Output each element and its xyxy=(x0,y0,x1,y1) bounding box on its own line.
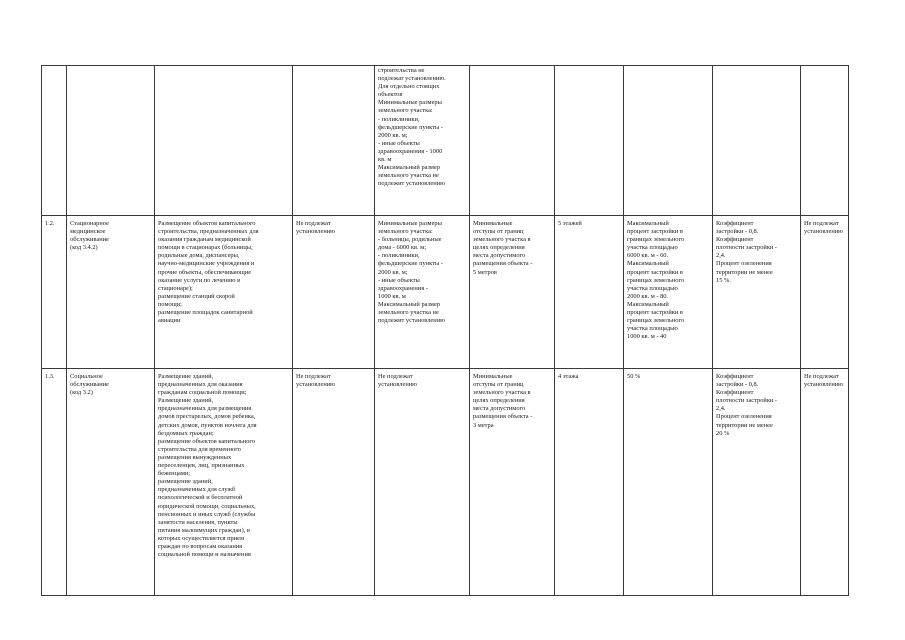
use-type-cell xyxy=(67,66,155,216)
row-number-cell xyxy=(42,66,67,216)
cell-text-line: беженцами; xyxy=(158,470,191,478)
table-row xyxy=(42,216,849,369)
cell-text-line: Максимальный xyxy=(627,300,669,308)
cell-text-line: размещение станций скорой xyxy=(158,292,235,300)
restrictions-cell xyxy=(801,66,849,216)
cell-text-line: психологической и бесплатной xyxy=(158,494,243,502)
density-cell xyxy=(713,216,801,369)
cell-text-line: 1.3. xyxy=(45,373,55,380)
cell-text-line: границах земельного xyxy=(627,276,685,284)
cell-text-line: отступы от границ xyxy=(473,381,524,389)
cell-text-line: здравоохранения - 1000 xyxy=(378,147,443,155)
cell-text-line: 2000 кв. м; xyxy=(378,131,408,139)
use-type-cell xyxy=(67,216,155,369)
cell-text-line: Размещение объектов капитального xyxy=(158,220,256,227)
cell-text-line: родильные дома, диспансеры, xyxy=(158,252,240,260)
cell-text-line: целях определения xyxy=(473,397,525,405)
cell-text-line: обслуживание xyxy=(70,236,109,244)
cell-text-line: 1.2. xyxy=(45,220,55,227)
cell-text-line: участка площадью xyxy=(627,244,678,252)
cell-text-line: Коэффициент xyxy=(716,220,754,227)
cell-text-line: Минимальные xyxy=(473,373,513,380)
cell-text-line: земельного участка в xyxy=(473,389,531,397)
cell-text-line: занятости населения, пункты xyxy=(158,518,238,526)
cell-text-line: кв. м xyxy=(378,156,392,164)
cell-text-line: 15 %. xyxy=(716,276,731,284)
cell-text-line: процент застройки в xyxy=(627,228,683,236)
cell-text-line: земельного участка в xyxy=(473,236,531,244)
cell-text-line: территории не менее xyxy=(716,268,773,276)
cell-text-line: фельдшерские пункты - xyxy=(378,123,443,131)
cell-text-line: процент застройки в xyxy=(627,309,683,317)
cell-text-line: дома - 6000 кв. м; xyxy=(378,244,427,252)
cell-text-line: помощи в стационарах (больницы, xyxy=(158,244,253,252)
cell-text-line: - иные объекты xyxy=(378,139,420,147)
cell-text-line: застройки - 0,8. xyxy=(716,381,759,389)
cell-text-line: 2,4. xyxy=(716,405,726,413)
cell-text-line: Минимальные xyxy=(473,220,513,227)
cell-text-line: 2,4. xyxy=(716,252,726,260)
min-frontage-cell xyxy=(293,369,375,596)
row-number-cell xyxy=(42,369,67,596)
cell-text-line: 1000 кв. м - 40 xyxy=(627,333,667,341)
cell-text-line: Размещение зданий, xyxy=(158,373,214,380)
use-description-cell xyxy=(155,369,293,596)
cell-text-line: 4 этажа xyxy=(558,373,579,380)
cell-text-line: 20 % xyxy=(716,429,730,437)
cell-text-line: Размещение зданий, xyxy=(158,397,214,405)
cell-text-line: юридической помощи, социальных, xyxy=(158,502,256,510)
cell-text-line: гражданам социальной помощи; xyxy=(158,389,247,397)
cell-text-line: участка площадью xyxy=(627,325,678,333)
cell-text-line: размещения объекта - xyxy=(473,260,533,268)
cell-text-line: детских домов, пунктов ночлега для xyxy=(158,421,257,429)
cell-text-line: плотности застройки - xyxy=(716,244,778,252)
cell-text-line: подлежат установлению. xyxy=(378,75,446,83)
setback-cell xyxy=(470,216,555,369)
cell-text-line: застройки - 0,8. xyxy=(716,228,759,236)
cell-text-line: 5 метров xyxy=(473,268,497,276)
cell-text-line: Максимальный размер xyxy=(378,300,440,308)
cell-text-line: 50 % xyxy=(627,373,641,380)
cell-text-line: - поликлиники, xyxy=(378,115,420,123)
cell-text-line: которых осуществляется прием xyxy=(158,534,244,542)
restrictions-cell xyxy=(801,369,849,596)
cell-text-line: - поликлиники, xyxy=(378,252,420,260)
cell-text-line: Минимальные размеры xyxy=(378,220,442,227)
cell-text-line: Не подлежат xyxy=(296,220,331,227)
density-cell xyxy=(713,369,801,596)
cell-text-line: процент застройки в xyxy=(627,268,683,276)
cell-text-line: размещение объектов капитального xyxy=(158,437,256,445)
cell-text-line: территории не менее xyxy=(716,421,773,429)
cell-text-line: установлению xyxy=(804,381,843,389)
cell-text-line: размещения объекта - xyxy=(473,413,533,421)
cell-text-line: подлежит установлению xyxy=(378,180,445,188)
cell-text-line: размещение зданий, xyxy=(158,478,213,486)
cell-text-line: земельного участка не xyxy=(378,309,439,317)
cell-text-line: - иные объекты xyxy=(378,276,420,284)
setback-cell xyxy=(470,369,555,596)
cell-text-line: граждан по вопросам оказания xyxy=(158,542,243,550)
use-description-cell xyxy=(155,66,293,216)
cell-text-line: домов престарелых, домов ребенка, xyxy=(158,413,256,421)
cell-text-line: научно-медицинские учреждения и xyxy=(158,260,255,268)
cell-text-line: установлению xyxy=(804,228,843,236)
cell-text-line: помощи; xyxy=(158,300,182,308)
row-number-cell xyxy=(42,216,67,369)
cell-text-line: пенсионных и иных служб (службы xyxy=(158,510,256,518)
cell-text-line: 3 метра xyxy=(473,421,494,429)
cell-text-line: (код 3.4.2) xyxy=(70,244,98,252)
cell-text-line: предназначенных для служб xyxy=(158,486,236,494)
cell-text-line: объектов xyxy=(378,91,403,99)
cell-text-line: границах земельного xyxy=(627,317,685,325)
cell-text-line: Максимальный размер xyxy=(378,164,440,172)
cell-text-line: установлению xyxy=(296,381,335,389)
density-cell xyxy=(713,66,801,216)
cell-text-line: бездомных граждан; xyxy=(158,429,214,437)
cell-text-line: места допустимого xyxy=(473,252,526,260)
cell-text-line: Коэффициент xyxy=(716,373,754,380)
cell-text-line: Процент озеленения xyxy=(716,260,772,268)
cell-text-line: - больницы, родильные xyxy=(378,236,442,244)
coverage-percent-cell xyxy=(624,216,713,369)
cell-text-line: Не подлежат xyxy=(804,220,839,227)
cell-text-line: социальной помощи и назначения xyxy=(158,551,251,559)
table-row xyxy=(42,66,849,216)
restrictions-cell xyxy=(801,216,849,369)
cell-text-line: стационаре); xyxy=(158,284,193,292)
cell-text-line: обслуживание xyxy=(70,381,109,389)
use-type-cell xyxy=(67,369,155,596)
cell-text-line: 6000 кв. м - 60. xyxy=(627,252,669,260)
cell-text-line: границах земельного xyxy=(627,236,685,244)
cell-text-line: 2000 кв. м - 80. xyxy=(627,292,669,300)
cell-text-line: оказание услуги по лечению в xyxy=(158,276,241,284)
cell-text-line: Не подлежат xyxy=(296,373,331,380)
cell-text-line: земельного участка: xyxy=(378,107,433,115)
cell-text-line: питания малоимущих граждан), в xyxy=(158,526,250,534)
cell-text-line: размещение площадок санитарной xyxy=(158,309,253,317)
cell-text-line: предназначенных для оказания xyxy=(158,381,243,389)
zoning-regulations-table xyxy=(41,65,849,596)
coverage-percent-cell xyxy=(624,369,713,596)
cell-text-line: Стационарное xyxy=(70,220,109,227)
cell-text-line: плотности застройки - xyxy=(716,397,778,405)
plot-size-cell xyxy=(375,216,470,369)
max-floors-cell xyxy=(555,216,624,369)
cell-text-line: 2000 кв. м; xyxy=(378,268,408,276)
cell-text-line: установлению xyxy=(296,228,335,236)
cell-text-line: строительства для временного xyxy=(158,445,241,453)
cell-text-line: Коэффициент xyxy=(716,389,754,397)
cell-text-line: здравоохранения - xyxy=(378,284,428,292)
cell-text-line: 5 этажей xyxy=(558,220,582,227)
cell-text-line: авиации xyxy=(158,317,181,325)
cell-text-line: фельдшерские пункты - xyxy=(378,260,443,268)
cell-text-line: земельного участка: xyxy=(378,228,433,236)
table-row xyxy=(42,369,849,596)
cell-text-line: переселенцев, лиц, признанных xyxy=(158,462,245,470)
cell-text-line: участка площадью xyxy=(627,284,678,292)
cell-text-line: медицинское xyxy=(70,228,106,236)
cell-text-line: предназначенных для размещения xyxy=(158,405,252,413)
min-frontage-cell xyxy=(293,66,375,216)
cell-text-line: Максимальный xyxy=(627,220,669,227)
min-frontage-cell xyxy=(293,216,375,369)
plot-size-cell xyxy=(375,369,470,596)
cell-text-line: целях определения xyxy=(473,244,525,252)
cell-text-line: Процент озеленения xyxy=(716,413,772,421)
plot-size-cell xyxy=(375,66,470,216)
cell-text-line: Не подлежат xyxy=(804,373,839,380)
cell-text-line: прочие объекты, обеспечивающие xyxy=(158,268,252,276)
setback-cell xyxy=(470,66,555,216)
cell-text-line: оказания гражданам медицинской xyxy=(158,236,251,244)
max-floors-cell xyxy=(555,66,624,216)
max-floors-cell xyxy=(555,369,624,596)
cell-text-line: Для отдельно стоящих xyxy=(378,83,440,91)
cell-text-line: подлежит установлению xyxy=(378,317,445,325)
cell-text-line: места допустимого xyxy=(473,405,526,413)
use-description-cell xyxy=(155,216,293,369)
cell-text-line: строительства, предназначенных для xyxy=(158,228,259,236)
cell-text-line: размещения вынужденных xyxy=(158,453,232,461)
cell-text-line: установлению xyxy=(378,381,417,389)
cell-text-line: (код 3.2) xyxy=(70,389,93,397)
cell-text-line: земельного участка не xyxy=(378,172,439,180)
coverage-percent-cell xyxy=(624,66,713,216)
cell-text-line: Минимальные размеры xyxy=(378,99,442,107)
cell-text-line: Не подлежат xyxy=(378,373,413,380)
cell-text-line: строительства не xyxy=(378,67,425,74)
cell-text-line: 1000 кв. м xyxy=(378,292,406,300)
cell-text-line: отступы от границ xyxy=(473,228,524,236)
cell-text-line: Максимальный xyxy=(627,260,669,268)
cell-text-line: Социальное xyxy=(70,373,103,380)
cell-text-line: Коэффициент xyxy=(716,236,754,244)
